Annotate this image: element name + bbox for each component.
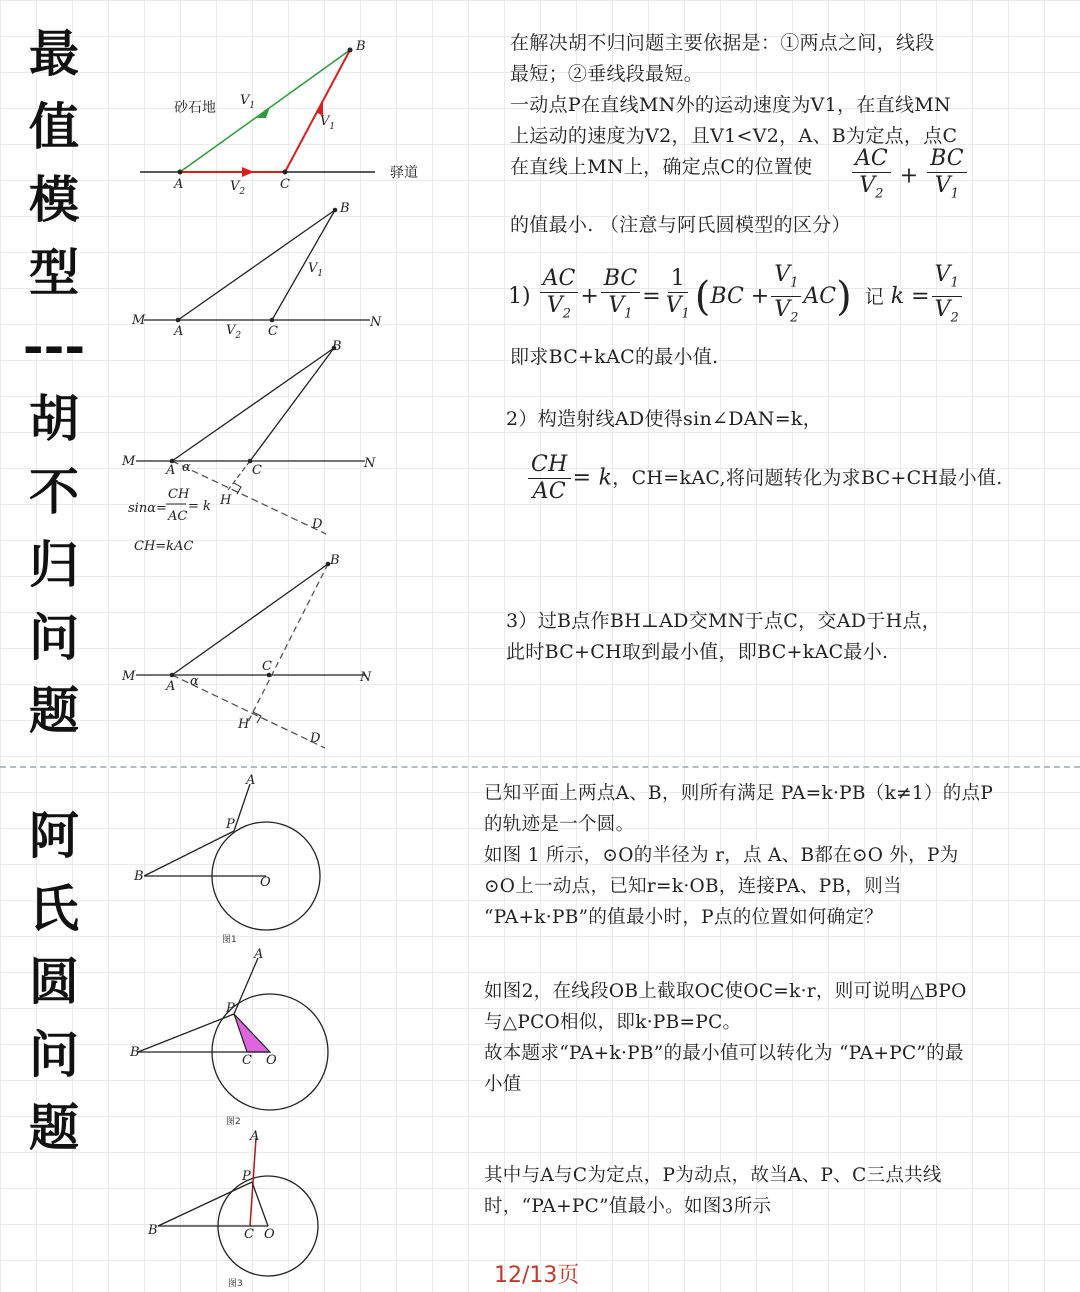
text-line: 此时BC+CH取到最小值，即BC+kAC最小.	[506, 641, 889, 663]
svg-text:O: O	[264, 1227, 275, 1242]
text-line: 一动点P在直线MN外的运动速度为V1，在直线MN	[510, 94, 951, 116]
svg-text:图3: 图3	[228, 1279, 243, 1289]
label-a: A	[174, 177, 184, 192]
svg-text:C: C	[252, 463, 262, 478]
svg-text:α: α	[190, 674, 199, 689]
figure-velocity-triangle	[130, 30, 440, 200]
text-line: 2）构造射线AD使得sin∠DAN=k，	[506, 408, 823, 430]
title-apollonius	[22, 800, 86, 1165]
text-line: 如图 1 所示，⊙O的半径为 r，点 A、B都在⊙O 外，P为	[484, 845, 959, 866]
svg-text:B: B	[340, 201, 350, 216]
title-char: 归	[29, 535, 79, 594]
label-road: 驿道	[390, 165, 418, 181]
svg-text:D: D	[312, 517, 323, 532]
svg-text:P: P	[226, 1001, 235, 1016]
svg-text:AC: AC	[168, 509, 188, 524]
text-line: 在直线上MN上，确定点C的位置使	[510, 156, 813, 178]
text-line: 在解决胡不归问题主要依据是：①两点之间，线段	[510, 32, 935, 54]
label-ground: 砂石地	[174, 100, 216, 116]
svg-text:= k: = k	[188, 499, 211, 514]
svg-text:图2: 图2	[226, 1117, 241, 1127]
text-line: 最短；②垂线段最短。	[510, 63, 704, 85]
hubugui-step1-text	[510, 342, 1070, 373]
svg-text:A: A	[174, 324, 184, 339]
text-line: 的值最小. （注意与阿氏圆模型的区分）	[510, 214, 851, 236]
title-char: 阿	[29, 806, 79, 865]
svg-text:B: B	[130, 1045, 140, 1060]
figure-apollonius-2	[130, 948, 350, 1128]
text-line: ⊙O上一动点，已知r=k·OB，连接PA、PB，则当	[484, 876, 902, 897]
title-char: 氏	[29, 879, 79, 938]
svg-text:A: A	[166, 463, 176, 478]
figure-apollonius-1	[130, 773, 330, 946]
text-line: 时，“PA+PC”值最小。如图3所示	[484, 1196, 772, 1217]
title-char: 题	[29, 681, 79, 740]
title-char: 最	[29, 24, 79, 83]
svg-text:C: C	[262, 659, 272, 674]
svg-text:N: N	[360, 670, 372, 685]
figure-ray-ad	[120, 338, 390, 558]
text-line: ，CH=kAC,将问题转化为求BC+CH最小值.	[612, 467, 1003, 489]
svg-text:CH: CH	[168, 487, 190, 502]
text-line: 上运动的速度为V2，且V1<V2，A、B为定点，点C	[510, 125, 958, 147]
formula-step1: 1) $\frac{AC}{V_2}$ + $\frac{BC}{V_1}$ = $\frac{1}{V_1}$ (BC + $\frac{V_1}{V_2}$ AC) 记 k = $\frac{V_1}{V_2}$	[508, 262, 964, 332]
figure-shortest-path	[120, 552, 390, 752]
svg-text:CH=kAC: CH=kAC	[134, 539, 194, 554]
svg-text:M: M	[122, 669, 136, 684]
svg-text:D: D	[310, 731, 321, 746]
text-line: 即求BC+kAC的最小值.	[510, 346, 719, 368]
label-v2: $V_2$	[230, 179, 246, 197]
hubugui-step2-formula: $\frac{CH}{AC}$ = k ，CH=kAC,将问题转化为求BC+CH最小值.	[526, 452, 1076, 505]
svg-text:N: N	[370, 315, 382, 330]
label-b: B	[356, 39, 366, 54]
svg-text:M: M	[132, 313, 146, 328]
svg-text:B: B	[330, 553, 340, 568]
text-line: “PA+k·PB”的值最小时，P点的位置如何确定？	[484, 907, 884, 928]
svg-text:A: A	[246, 773, 256, 788]
svg-text:P: P	[226, 817, 235, 832]
title-char: 问	[29, 608, 79, 667]
text-line: 3）过B点作BH⊥AD交MN于点C，交AD于H点，	[506, 610, 942, 632]
hubugui-desc-end	[510, 210, 1070, 241]
formula-ac-bc: $\frac{AC}{V_2}$ + $\frac{BC}{V_1}$	[850, 146, 969, 207]
text-line: 的轨迹是一个圆。	[484, 814, 635, 835]
svg-text:A: A	[250, 1129, 260, 1144]
svg-text:α: α	[182, 460, 191, 475]
hubugui-step3	[506, 606, 1066, 668]
title-char: 值	[29, 97, 79, 156]
svg-text:O: O	[266, 1053, 277, 1068]
label-v1: $V_1$	[240, 93, 256, 111]
title-char: 题	[29, 1098, 79, 1157]
section-divider	[0, 766, 1080, 768]
svg-text:C: C	[242, 1053, 252, 1068]
svg-text:C: C	[244, 1227, 254, 1242]
text-line: 与△PCO相似，即k·PB=PC。	[484, 1012, 742, 1033]
svg-text:O: O	[260, 875, 271, 890]
svg-text:M: M	[122, 454, 136, 469]
title-char: 问	[29, 1025, 79, 1084]
text-line: 小值	[484, 1074, 522, 1095]
figure-apollonius-3	[140, 1130, 340, 1290]
svg-text:A: A	[254, 947, 264, 962]
title-char: 圆	[29, 952, 79, 1011]
svg-text:B: B	[134, 869, 144, 884]
figure-mn-basic	[130, 200, 390, 340]
title-char: 型	[29, 243, 79, 302]
svg-text:B: B	[332, 339, 342, 354]
apollonius-text-1	[484, 778, 1076, 933]
title-char: ---	[22, 316, 86, 375]
svg-text:V2: $V_2$	[226, 323, 242, 341]
title-char: 模	[29, 170, 79, 229]
apollonius-text-3	[484, 1160, 1076, 1222]
svg-text:H: H	[220, 493, 232, 508]
svg-text:A: A	[166, 679, 176, 694]
text-line: 其中与A与C为定点，P为动点，故当A、P、C三点共线	[484, 1165, 942, 1186]
text-line: 如图2，在线段OB上截取OC使OC=k·r，则可说明△BPO	[484, 981, 967, 1002]
text-line: 已知平面上两点A、B，则所有满足 PA=k·PB（k≠1）的点P	[484, 783, 994, 804]
hubugui-step2-text	[506, 404, 1066, 435]
svg-text:P: P	[242, 1169, 251, 1184]
apollonius-text-2	[484, 976, 1076, 1100]
text-line: 故本题求“PA+k·PB”的最小值可以转化为 “PA+PC”的最	[484, 1043, 964, 1064]
title-hubugui	[22, 18, 86, 748]
svg-text:C: C	[268, 324, 278, 339]
svg-text:图1: 图1	[222, 935, 237, 945]
svg-text:sinα=: sinα=	[128, 501, 167, 516]
label-v1-right: $V_1$	[320, 114, 336, 132]
svg-text:V1: $V_1$	[308, 261, 324, 279]
hubugui-intro	[510, 28, 1070, 183]
svg-text:B: B	[148, 1223, 158, 1238]
page-indicator: 12/13页	[494, 1263, 580, 1288]
title-char: 不	[29, 462, 79, 521]
svg-text:H: H	[238, 717, 250, 732]
svg-text:N: N	[364, 456, 376, 471]
title-char: 胡	[29, 389, 79, 448]
label-c: C	[280, 177, 290, 192]
